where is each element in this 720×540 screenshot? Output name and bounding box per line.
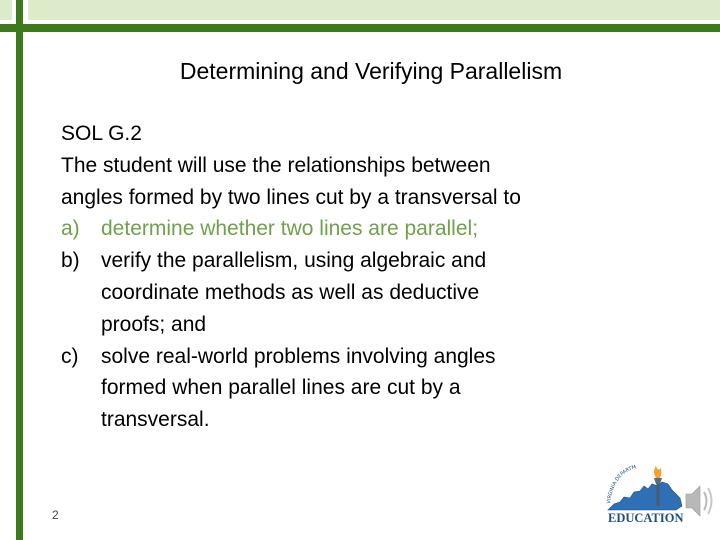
virginia-map-icon: [608, 482, 682, 510]
logo-wordmark: EDUCATION: [608, 511, 684, 525]
top-band: [28, 0, 720, 20]
horizontal-frame-bar: [0, 24, 720, 32]
list-item-a: [61, 213, 701, 245]
list-item-b: [61, 245, 701, 340]
list-item-c: [61, 341, 701, 436]
intro-line: angles formed by two lines cut by a transversal to: [61, 185, 521, 209]
item-line: formed when parallel lines are cut by a: [101, 376, 461, 400]
intro-line: The student will use the relationships between: [61, 153, 491, 177]
logo-arc-text: VIRGINIA DEPARTM: [606, 464, 637, 505]
item-line: verify the parallelism, using algebraic and: [101, 249, 487, 273]
item-line: determine whether two lines are parallel;: [101, 217, 479, 241]
slide-title: Determining and Verifying Parallelism: [179, 58, 563, 84]
item-line: coordinate methods as well as deductive: [101, 280, 480, 304]
list-marker: c): [61, 344, 79, 368]
item-line: transversal.: [101, 408, 210, 432]
item-line: proofs; and: [101, 312, 207, 336]
list-marker: a): [61, 217, 80, 241]
corner-square: [0, 0, 12, 20]
slide-body: [61, 118, 701, 436]
vdoe-logo: [604, 464, 716, 528]
list-marker: b): [61, 249, 80, 273]
page-number: 2: [52, 508, 59, 522]
sol-heading: SOL G.2: [61, 122, 142, 145]
item-line: solve real-world problems involving angles: [101, 344, 496, 368]
speaker-icon: [686, 486, 712, 516]
